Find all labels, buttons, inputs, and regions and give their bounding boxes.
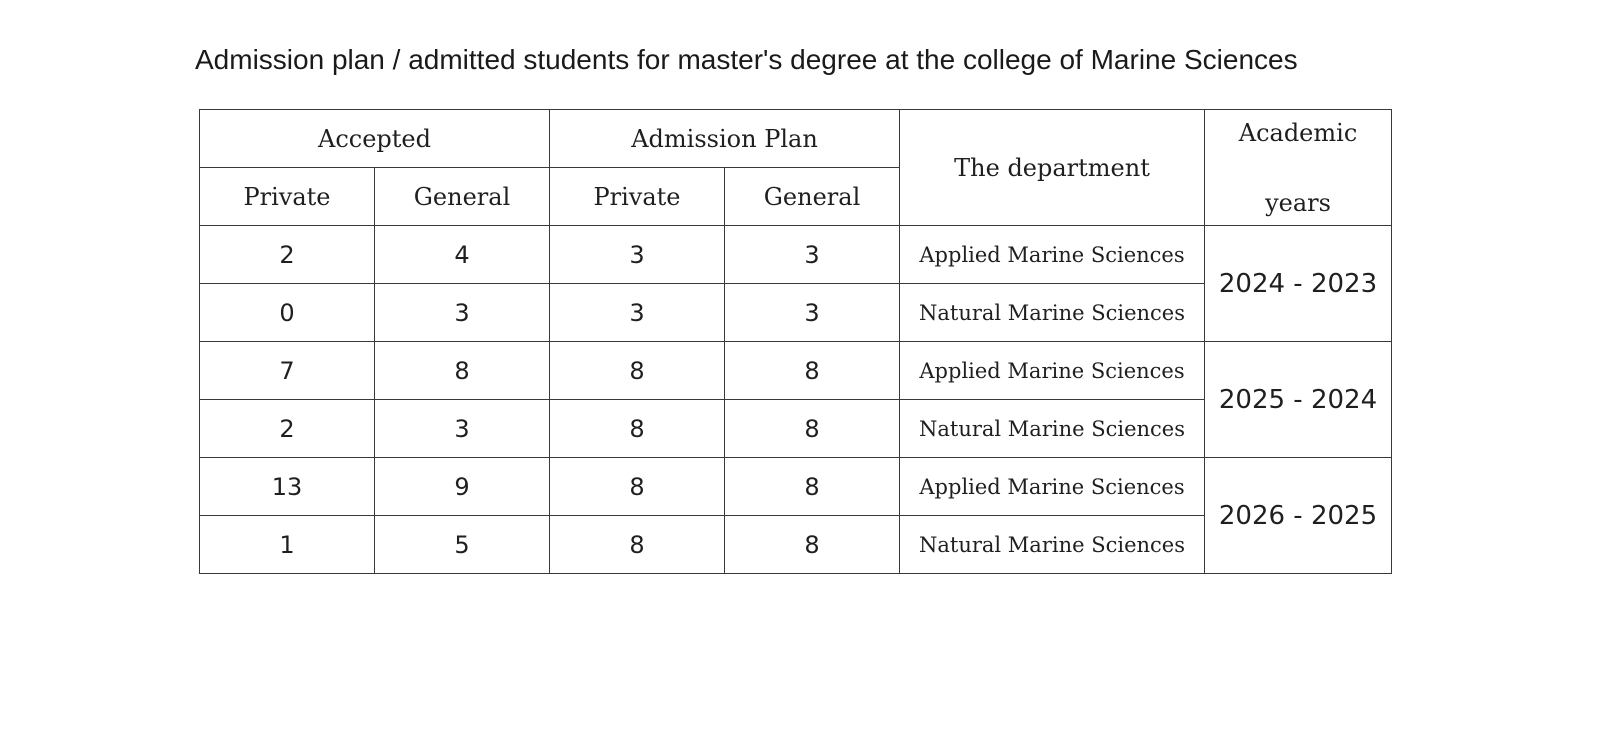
page-title: Admission plan / admitted students for master's degree at the college of Marine Sciences [195,44,1298,75]
cell-plan-private: 8 [550,516,725,574]
cell-plan-private: 3 [550,284,725,342]
cell-department: Natural Marine Sciences [900,400,1205,458]
cell-department: Applied Marine Sciences [900,226,1205,284]
header-academic-years-line2: years [1265,188,1331,217]
cell-department: Natural Marine Sciences [900,284,1205,342]
header-admission-plan: Admission Plan [550,110,900,168]
subheader-accepted-general: General [375,168,550,226]
subheader-plan-private: Private [550,168,725,226]
admission-table [199,109,1392,574]
cell-accepted-general: 9 [375,458,550,516]
cell-plan-private: 8 [550,400,725,458]
cell-academic-years: 2024 - 2023 [1205,226,1392,342]
cell-department: Applied Marine Sciences [900,458,1205,516]
cell-accepted-private: 7 [200,342,375,400]
cell-plan-general: 3 [725,284,900,342]
table-row [200,226,1392,284]
cell-accepted-general: 5 [375,516,550,574]
table-header-row [200,110,1392,168]
cell-department: Natural Marine Sciences [900,516,1205,574]
cell-accepted-private: 13 [200,458,375,516]
cell-plan-private: 3 [550,226,725,284]
cell-academic-years: 2025 - 2024 [1205,342,1392,458]
cell-department: Applied Marine Sciences [900,342,1205,400]
cell-accepted-private: 2 [200,226,375,284]
cell-plan-general: 8 [725,400,900,458]
cell-accepted-general: 4 [375,226,550,284]
table-row [200,458,1392,516]
cell-plan-general: 8 [725,516,900,574]
cell-accepted-private: 0 [200,284,375,342]
cell-accepted-general: 3 [375,400,550,458]
cell-accepted-general: 3 [375,284,550,342]
cell-accepted-private: 1 [200,516,375,574]
cell-plan-general: 3 [725,226,900,284]
cell-plan-general: 8 [725,342,900,400]
subheader-accepted-private: Private [200,168,375,226]
cell-plan-private: 8 [550,458,725,516]
header-academic-years-line1: Academic [1238,118,1358,147]
cell-plan-private: 8 [550,342,725,400]
cell-accepted-general: 8 [375,342,550,400]
cell-plan-general: 8 [725,458,900,516]
cell-academic-years: 2026 - 2025 [1205,458,1392,574]
header-academic-years [1205,110,1392,226]
header-accepted: Accepted [200,110,550,168]
subheader-plan-general: General [725,168,900,226]
header-department: The department [900,110,1205,226]
table-row [200,342,1392,400]
cell-accepted-private: 2 [200,400,375,458]
